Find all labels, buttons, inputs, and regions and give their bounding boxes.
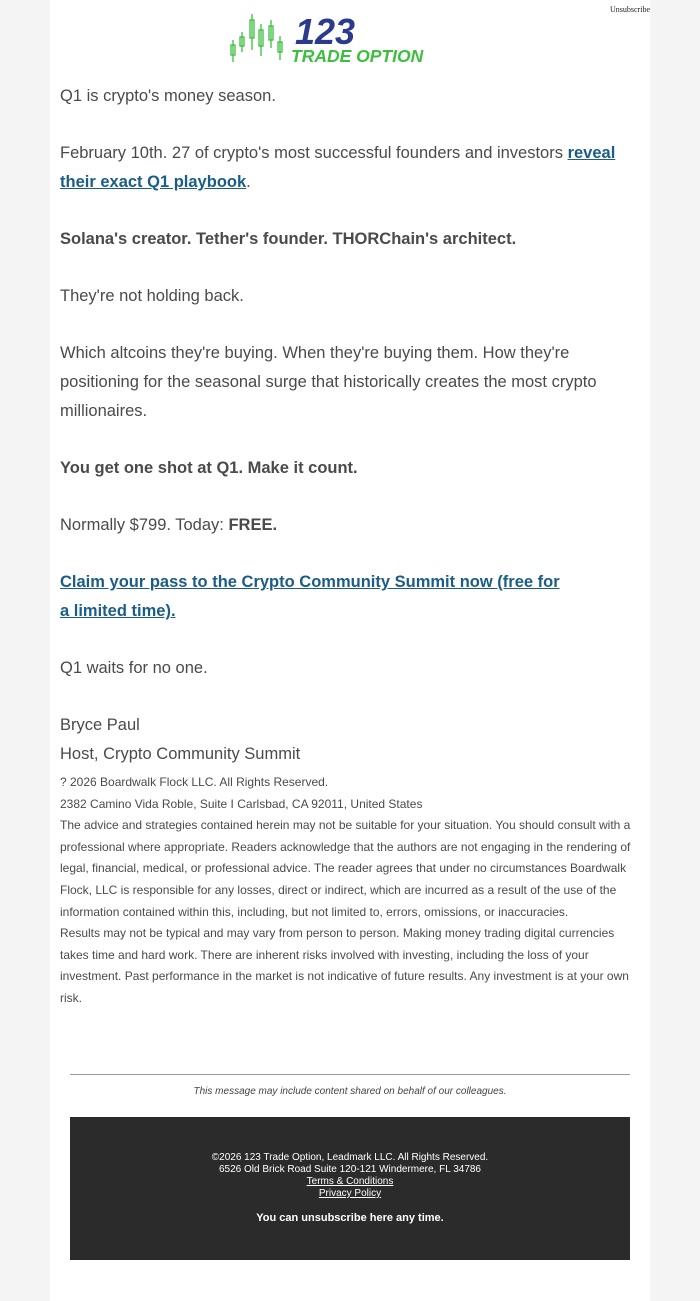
footer-unsubscribe-text[interactable]: You can unsubscribe here any time. — [256, 1212, 444, 1224]
legal-disclaimer-advice: The advice and strategies contained herein may not be suitable for your situation. You should consult with a professional where appropriate. Readers acknowledge that the authors are not engaging in the rendering of legal, financial, medical, or professional advice. The reader agrees that under no circumstances Boardwalk Flock, LLC is responsible for any losses, direct or indirect, which are incurred as a result of the use of the information contained within this, including, but not limited to, errors, omissions, or inaccuracies. — [60, 818, 631, 919]
footer-address: 6526 Old Brick Road Suite 120-121 Windermere, FL 34786 — [219, 1164, 481, 1175]
claim-pass-link[interactable]: Claim your pass to the Crypto Community Summit now (free for a limited time). — [60, 573, 560, 620]
one-shot-paragraph: You get one shot at Q1. Make it count. — [60, 459, 358, 477]
svg-text:123: 123 — [295, 11, 356, 52]
signature-title: Host, Crypto Community Summit — [60, 745, 301, 763]
intro-paragraph: Q1 is crypto's money season. — [60, 87, 276, 105]
colleagues-note: This message may include content shared on behalf of our colleagues. — [193, 1086, 507, 1097]
svg-text:TRADE OPTION: TRADE OPTION — [291, 46, 424, 66]
cta-paragraph — [60, 568, 570, 626]
email-body — [60, 82, 640, 797]
legal-section — [60, 772, 642, 1010]
signature-name: Bryce Paul — [60, 716, 140, 734]
date-paragraph: February 10th. 27 of crypto's most successful founders and investors reveal their exact Q1 playbook. — [60, 144, 616, 191]
price-paragraph: Normally $799. Today: FREE. — [60, 516, 278, 534]
email-sheet — [50, 0, 650, 1301]
legal-disclaimer-results: Results may not be typical and may vary from person to person. Making money trading digital currencies takes time and hard work. There are inherent risks involved with investing, including the loss of your investment. Past performance in the market is not indicative of future results. Any investment is at your own risk. — [60, 926, 629, 1005]
legal-copyright: ? 2026 Boardwalk Flock LLC. All Rights Reserved. — [60, 775, 329, 789]
brand-logo — [227, 10, 477, 68]
divider — [70, 1074, 630, 1075]
candlestick-logo-icon — [227, 10, 477, 68]
speakers-paragraph: Solana's creator. Tether's founder. THORChain's architect. — [60, 230, 517, 248]
playbook-link[interactable]: reveal their exact Q1 playbook — [60, 144, 616, 191]
altcoins-paragraph: Which altcoins they're buying. When they're buying them. How they're positioning for the seasonal surge that historically creates the most crypto millionaires. — [60, 344, 597, 420]
unsubscribe-link[interactable]: Unsubscribe — [610, 5, 650, 14]
footer — [70, 1117, 630, 1260]
signature — [60, 711, 640, 769]
privacy-link[interactable]: Privacy Policy — [318, 1188, 382, 1199]
legal-address: 2382 Camino Vida Roble, Suite I Carlsbad, CA 92011, United States — [60, 796, 423, 811]
closing-paragraph: Q1 waits for no one. — [60, 659, 208, 677]
footer-copyright: ©2026 123 Trade Option, Leadmark LLC. All Rights Reserved. — [211, 1152, 489, 1163]
terms-link[interactable]: Terms & Conditions — [306, 1176, 394, 1187]
holding-back-paragraph: They're not holding back. — [60, 287, 244, 305]
